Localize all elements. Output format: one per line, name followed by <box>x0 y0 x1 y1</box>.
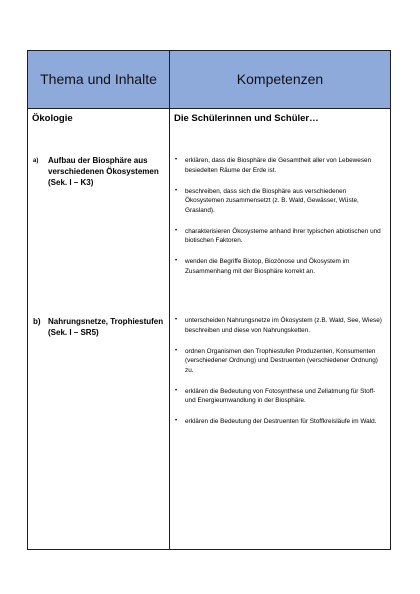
bullet-icon: • <box>175 347 178 354</box>
bullet-icon: • <box>175 418 178 424</box>
bullet-icon: • <box>175 157 178 163</box>
list-item: • erklären die Bedeutung der Destruenten für Stoffkreisläufe im Wald. <box>175 418 377 425</box>
list-item: • erklären, dass die Biosphäre die Gesamtheit aller von Lebewesen besiedelten Räume der Erde ist. <box>175 157 372 174</box>
section-b-title <box>33 316 165 342</box>
section-b-competences <box>175 316 385 438</box>
section-a-letter: a) <box>33 158 39 164</box>
list-item: • unterscheiden Nahrungsnetze im Ökosystem (z.B. Wald, See, Wiese) beschreiben und diese von Nahrungsketten. <box>175 317 382 334</box>
list-item: • erklären die Bedeutung von Fotosynthese und Zellatmung für Stoff- und Energieumwandlung in der Biosphäre. <box>175 387 376 404</box>
section-a-competences <box>175 156 385 288</box>
bullet-icon: • <box>175 187 178 194</box>
bullet-icon: • <box>175 387 178 394</box>
bullet-icon: • <box>175 317 178 323</box>
section-a-title <box>33 155 165 191</box>
list-item: • charakterisieren Ökosysteme anhand ihrer typischen abiotischen und biotischen Faktoren. <box>175 227 381 244</box>
section-b-letter: b) <box>33 317 41 326</box>
section-a-text: Aufbau der Biosphäre aus verschiedenen Ökosystemen (Sek. I – K3) <box>48 156 159 187</box>
list-item: • ordnen Organismen den Trophiestufen Produzenten, Konsumenten (verschiedener Ordnung) und Destruenten (verschiedener Ordnung) zu. <box>175 347 378 374</box>
bullet-icon: • <box>175 258 178 264</box>
column-divider <box>169 51 170 549</box>
list-item: • beschreiben, dass sich die Biosphäre aus verschiedenen Ökosystemen zusammensetzt (z. B. Wald, Gewässer, Wüste, Grasland). <box>175 187 359 214</box>
curriculum-table <box>27 50 391 550</box>
header-topics: Thema und Inhalte <box>40 71 157 87</box>
topic-heading: Ökologie <box>32 113 73 124</box>
bullet-icon: • <box>175 227 178 234</box>
competence-intro: Die Schülerinnen und Schüler… <box>174 113 319 124</box>
section-b-text: Nahrungsnetze, Trophiestufen (Sek. I – SR5) <box>48 317 164 337</box>
list-item: • wenden die Begriffe Biotop, Biozönose und Ökosystem im Zusammenhang mit der Biosphäre korrekt an. <box>175 258 350 275</box>
header-competences: Kompetenzen <box>236 71 324 87</box>
